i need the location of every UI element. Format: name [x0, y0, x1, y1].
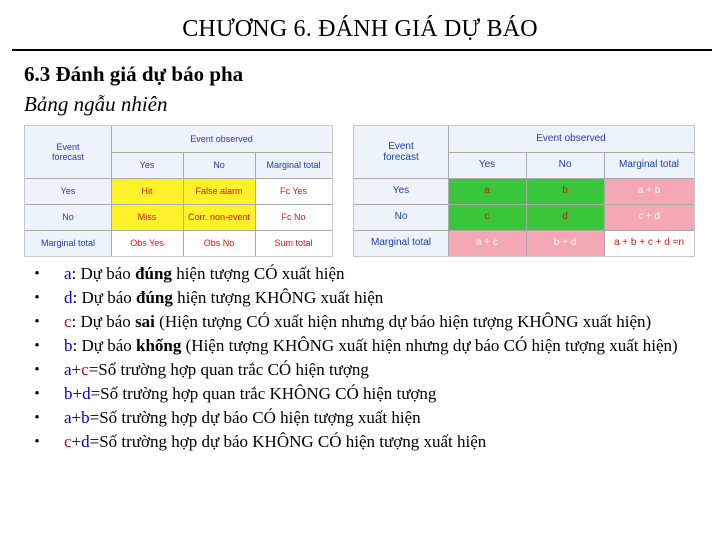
item-rest: =Số trường hợp quan trắc CÓ hiện tượng — [88, 360, 369, 379]
grid-line — [354, 204, 694, 205]
col-no-header: No — [183, 152, 255, 178]
grid-line — [111, 126, 112, 256]
bullet-symbol: • — [34, 314, 40, 330]
item-rest: hiện tượng KHÔNG xuất hiện — [172, 288, 384, 307]
grid-line — [25, 178, 332, 179]
plus-sign: + — [71, 360, 82, 379]
item-emphasis: đúng — [136, 288, 173, 307]
obs-yes-cell: Obs Yes — [130, 237, 164, 248]
obs-no-cell: Obs No — [203, 237, 235, 248]
key-letter: d — [82, 384, 91, 403]
grid-line — [354, 230, 694, 231]
bullet-symbol: • — [34, 338, 40, 354]
list-item — [28, 407, 708, 429]
fc-yes-cell: Fc Yes — [255, 178, 332, 204]
contingency-table-descriptive — [24, 125, 333, 257]
fc-no-cell: Fc No — [255, 204, 332, 230]
corner-header — [25, 126, 111, 178]
grid-line — [25, 204, 332, 205]
a-plus-c-cell: a + c — [448, 230, 526, 256]
a-plus-b-cell: a + b — [604, 178, 694, 204]
key-letter: a — [64, 360, 72, 379]
row-yes-header: Yes — [354, 178, 448, 204]
item-rest: =Số trường hợp dự báo KHÔNG CÓ hiện tượng xuất hiện — [89, 432, 487, 451]
grid-line — [255, 152, 256, 256]
key-letter: d — [64, 288, 73, 307]
list-item — [28, 431, 708, 453]
corner-line2: forecast — [51, 152, 84, 162]
title-divider — [12, 49, 712, 51]
list-item — [28, 335, 708, 357]
b-cell: b — [526, 178, 604, 204]
observed-header: Event observed — [448, 126, 694, 152]
item-emphasis: sai — [135, 312, 155, 331]
d-cell: d — [526, 204, 604, 230]
item-text: : Dự báo — [72, 336, 137, 355]
c-plus-d-cell: c + d — [604, 204, 694, 230]
plus-sign: + — [71, 432, 82, 451]
bullet-symbol: • — [34, 386, 40, 402]
sum-total-cell: Sum total — [274, 237, 313, 248]
corner-line1: Event — [388, 140, 414, 152]
item-rest: (Hiện tượng CÓ xuất hiện nhưng dự báo hiện tượng KHÔNG xuất hiện) — [154, 312, 652, 331]
a-cell: a — [448, 178, 526, 204]
corr-non-event-cell: Corr. non-event — [183, 204, 255, 230]
item-emphasis: khống — [136, 336, 182, 355]
row-marginal-header: Marginal total — [354, 230, 448, 256]
key-letter: a — [64, 264, 72, 283]
bullet-symbol: • — [34, 434, 40, 450]
key-letter: b — [64, 384, 73, 403]
bullet-symbol: • — [34, 410, 40, 426]
observed-header: Event observed — [111, 126, 332, 152]
slide-title: CHƯƠNG 6. ĐÁNH GIÁ DỰ BÁO — [182, 16, 538, 42]
grid-line — [448, 126, 449, 256]
col-yes-header: Yes — [448, 152, 526, 178]
c-cell: c — [448, 204, 526, 230]
item-emphasis: đúng — [135, 264, 172, 283]
row-no-header: No — [25, 204, 111, 230]
item-rest: hiện tượng CÓ xuất hiện — [171, 264, 345, 283]
col-marginal-header: Marginal total — [604, 152, 694, 178]
section-heading: 6.3 Đánh giá dự báo pha — [24, 62, 244, 86]
item-rest: (Hiện tượng KHÔNG xuất hiện nhưng dự báo CÓ hiện tượng xuất hiện) — [181, 336, 678, 355]
key-letter: a — [64, 408, 72, 427]
total-n-cell: a + b + c + d =n — [604, 230, 694, 256]
key-letter: d — [81, 432, 90, 451]
key-letter: c — [64, 312, 72, 331]
plus-sign: + — [71, 408, 82, 427]
bullet-symbol: • — [34, 290, 40, 306]
item-text: : Dự báo — [72, 288, 137, 307]
contingency-table-symbolic — [353, 125, 695, 257]
corner-line1: Event — [56, 141, 80, 152]
section-subheading: Bảng ngẫu nhiên — [24, 92, 168, 116]
list-item — [28, 383, 708, 405]
miss-cell: Miss — [111, 204, 183, 230]
key-letter: c — [81, 360, 89, 379]
list-item — [28, 359, 708, 381]
key-letter: b — [64, 336, 73, 355]
bullet-symbol: • — [34, 362, 40, 378]
col-yes-header: Yes — [111, 152, 183, 178]
false-alarm-cell: False alarm — [183, 178, 255, 204]
list-item — [28, 311, 708, 333]
plus-sign: + — [72, 384, 83, 403]
grid-line — [604, 152, 605, 256]
grid-line — [526, 152, 527, 256]
corner-header — [354, 126, 448, 178]
key-letter: c — [64, 432, 72, 451]
corner-line2: forecast — [383, 152, 419, 163]
col-no-header: No — [526, 152, 604, 178]
key-letter: b — [81, 408, 90, 427]
hit-cell: Hit — [111, 178, 183, 204]
definition-list — [28, 263, 708, 455]
row-marginal-header: Marginal total — [25, 230, 111, 256]
grid-line — [25, 230, 332, 231]
item-text: : Dự báo — [71, 312, 136, 331]
list-item — [28, 263, 708, 285]
item-rest: =Số trường hợp quan trắc KHÔNG CÓ hiện tượng — [90, 384, 437, 403]
col-marginal-header: Marginal total — [255, 152, 332, 178]
item-rest: =Số trường hợp dự báo CÓ hiện tượng xuất hiện — [89, 408, 421, 427]
row-yes-header: Yes — [25, 178, 111, 204]
item-text: : Dự báo — [71, 264, 136, 283]
grid-line — [183, 152, 184, 256]
bullet-symbol: • — [34, 266, 40, 282]
b-plus-d-cell: b + d — [526, 230, 604, 256]
row-no-header: No — [354, 204, 448, 230]
grid-line — [354, 178, 694, 179]
grid-line — [111, 152, 332, 153]
grid-line — [448, 152, 694, 153]
list-item — [28, 287, 708, 309]
